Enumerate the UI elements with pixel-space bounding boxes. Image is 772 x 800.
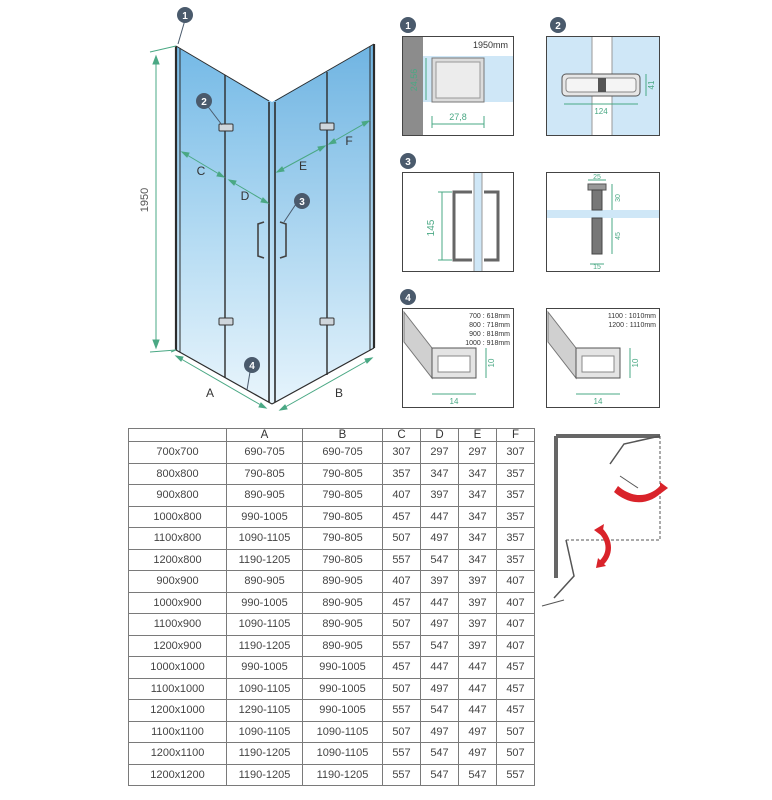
detail-3b-dim-bottom: 15 [593,264,601,271]
marker-1-label: 1 [182,11,188,22]
table-cell: 447 [459,678,497,700]
marker-3-label: 3 [299,197,305,208]
table-cell: 407 [497,571,535,593]
detail-1-dim-horizontal: 27,8 [449,112,467,122]
table-cell: 507 [383,614,421,636]
table-cell: 497 [421,614,459,636]
table-header-cell: F [497,429,535,442]
table-row [129,463,535,485]
right-glass-panel [272,44,374,404]
table-cell: 447 [421,506,459,528]
table-row [129,657,535,679]
table-size-cell: 1100x900 [129,614,227,636]
table-cell: 690-705 [227,442,303,464]
table-size-cell: 1000x1000 [129,657,227,679]
table-cell: 990-1005 [303,678,383,700]
table-size-cell: 900x800 [129,485,227,507]
table-cell: 557 [497,764,535,786]
spec-table-header [129,429,535,442]
table-cell: 497 [421,678,459,700]
table-cell: 790-805 [303,528,383,550]
table-cell: 457 [383,657,421,679]
table-row [129,635,535,657]
table-size-cell: 1200x900 [129,635,227,657]
table-cell: 547 [421,700,459,722]
label-f: F [345,134,353,148]
table-size-cell: 900x900 [129,571,227,593]
table-cell: 557 [383,743,421,765]
table-cell: 447 [459,657,497,679]
table-header-cell [129,429,227,442]
detail-3b-dim-b: 45 [615,232,622,240]
table-cell: 297 [421,442,459,464]
spec-table-body [129,442,535,786]
detail-3a-handle [402,172,514,272]
table-cell: 547 [421,743,459,765]
table-header-cell: C [383,429,421,442]
detail-2-dim-height: 41 [647,80,656,90]
detail-4b-dim-width: 14 [593,397,603,406]
height-dimension [150,46,176,352]
table-cell: 457 [497,678,535,700]
table-cell: 507 [497,743,535,765]
table-cell: 357 [497,463,535,485]
table-cell: 790-805 [303,549,383,571]
table-cell: 1190-1205 [227,764,303,786]
detail-1-height: 1950mm [472,40,508,50]
detail-3b-handle-section [546,172,660,272]
detail-4a-dim-width: 14 [449,397,459,406]
table-cell: 1190-1205 [227,549,303,571]
table-cell: 497 [459,743,497,765]
table-cell: 497 [459,721,497,743]
table-cell: 1090-1105 [303,721,383,743]
table-cell: 1090-1105 [227,721,303,743]
detail-1-dim-vertical: 24,56 [409,68,419,92]
table-cell: 347 [459,506,497,528]
table-row [129,528,535,550]
table-cell: 397 [421,485,459,507]
detail-4a-size-1: 700 : 618mm [469,313,510,320]
marker-2-label: 2 [201,97,207,108]
table-cell: 990-1005 [303,657,383,679]
table-cell: 347 [459,528,497,550]
detail-3b-dim-a: 30 [615,194,622,202]
table-cell: 790-805 [303,485,383,507]
table-size-cell: 800x800 [129,463,227,485]
table-size-cell: 1200x800 [129,549,227,571]
marker-4-label: 4 [249,361,255,372]
table-size-cell: 1100x1000 [129,678,227,700]
table-cell: 790-805 [303,506,383,528]
table-row [129,614,535,636]
table-cell: 397 [459,614,497,636]
table-cell: 990-1005 [227,592,303,614]
table-row [129,721,535,743]
table-cell: 1190-1205 [303,764,383,786]
label-c: C [196,164,206,178]
detail-2-dim-width: 124 [594,107,608,116]
table-cell: 547 [421,764,459,786]
table-cell: 457 [383,592,421,614]
table-cell: 890-905 [303,614,383,636]
detail-3a-dim-length: 145 [426,219,437,237]
table-cell: 1090-1105 [303,743,383,765]
door-swing-plan [540,428,772,614]
table-cell: 690-705 [303,442,383,464]
table-cell: 990-1005 [227,506,303,528]
detail-4b-size-2: 1200 : 1110mm [608,322,656,329]
table-row [129,678,535,700]
table-cell: 407 [497,635,535,657]
table-cell: 397 [459,571,497,593]
table-row [129,442,535,464]
detail-marker-1: 1 [405,21,411,32]
table-cell: 497 [421,721,459,743]
table-cell: 557 [383,549,421,571]
table-cell: 890-905 [303,635,383,657]
table-cell: 547 [421,549,459,571]
table-size-cell: 700x700 [129,442,227,464]
detail-3b-dim-top: 25 [593,174,601,181]
detail-4a-size-2: 800 : 718mm [469,322,510,329]
table-cell: 1090-1105 [227,678,303,700]
table-header-cell: A [227,429,303,442]
table-cell: 307 [497,442,535,464]
detail-4b-bottom-profile [546,308,660,408]
detail-2-hinge [546,36,660,136]
table-cell: 407 [383,571,421,593]
detail-4b-size-1: 1100 : 1010mm [607,313,656,320]
table-cell: 547 [421,635,459,657]
label-e: E [298,159,308,173]
table-cell: 357 [497,528,535,550]
table-cell: 347 [459,463,497,485]
table-cell: 507 [383,528,421,550]
table-cell: 557 [383,635,421,657]
table-cell: 890-905 [227,485,303,507]
detail-1-wall-profile [402,36,514,136]
table-row [129,485,535,507]
table-cell: 1290-1105 [227,700,303,722]
detail-4b-dim-height: 10 [631,358,640,368]
table-cell: 307 [383,442,421,464]
main-enclosure-drawing [0,0,390,420]
table-cell: 447 [459,700,497,722]
table-header-row [129,429,535,442]
table-size-cell: 1200x1100 [129,743,227,765]
table-cell: 507 [497,721,535,743]
detail-marker-3: 3 [405,157,411,168]
table-cell: 347 [459,485,497,507]
table-cell: 557 [383,764,421,786]
table-cell: 457 [497,700,535,722]
detail-4a-size-3: 900 : 818mm [469,331,510,338]
table-cell: 1190-1205 [227,635,303,657]
table-cell: 457 [383,506,421,528]
table-cell: 407 [497,614,535,636]
table-row [129,764,535,786]
table-cell: 357 [497,506,535,528]
table-size-cell: 1100x1100 [129,721,227,743]
table-size-cell: 1100x800 [129,528,227,550]
table-cell: 990-1005 [303,700,383,722]
table-header-cell: E [459,429,497,442]
table-row [129,549,535,571]
table-cell: 1090-1105 [227,614,303,636]
table-header-cell: D [421,429,459,442]
table-cell: 407 [497,592,535,614]
table-size-cell: 1200x1000 [129,700,227,722]
table-cell: 347 [459,549,497,571]
height-label: 1950 [139,187,151,213]
table-cell: 497 [421,528,459,550]
table-size-cell: 1000x800 [129,506,227,528]
table-cell: 790-805 [227,463,303,485]
table-row [129,700,535,722]
table-cell: 1190-1205 [227,743,303,765]
detail-4a-size-4: 1000 : 918mm [465,340,510,347]
table-cell: 397 [421,571,459,593]
detail-4a-bottom-profile [402,308,514,408]
table-size-cell: 1000x900 [129,592,227,614]
detail-marker-2: 2 [555,21,561,32]
size-spec-table [128,428,535,786]
table-cell: 347 [421,463,459,485]
table-cell: 457 [497,657,535,679]
table-cell: 397 [459,635,497,657]
table-row [129,571,535,593]
table-cell: 447 [421,657,459,679]
table-cell: 1090-1105 [227,528,303,550]
table-cell: 890-905 [303,592,383,614]
table-cell: 357 [383,463,421,485]
table-cell: 357 [497,485,535,507]
table-cell: 397 [459,592,497,614]
table-row [129,506,535,528]
table-cell: 447 [421,592,459,614]
detail-marker-4: 4 [405,293,411,304]
table-cell: 557 [383,700,421,722]
table-cell: 357 [497,549,535,571]
table-size-cell: 1200x1200 [129,764,227,786]
table-cell: 407 [383,485,421,507]
label-b: B [334,386,344,400]
table-cell: 547 [459,764,497,786]
table-cell: 297 [459,442,497,464]
table-row [129,743,535,765]
table-cell: 507 [383,678,421,700]
table-cell: 890-905 [303,571,383,593]
detail-4a-dim-height: 10 [487,358,496,368]
table-header-cell: B [303,429,383,442]
table-cell: 507 [383,721,421,743]
table-cell: 790-805 [303,463,383,485]
label-a: A [205,386,215,400]
table-row [129,592,535,614]
table-cell: 990-1005 [227,657,303,679]
label-d: D [240,189,250,203]
table-cell: 890-905 [227,571,303,593]
